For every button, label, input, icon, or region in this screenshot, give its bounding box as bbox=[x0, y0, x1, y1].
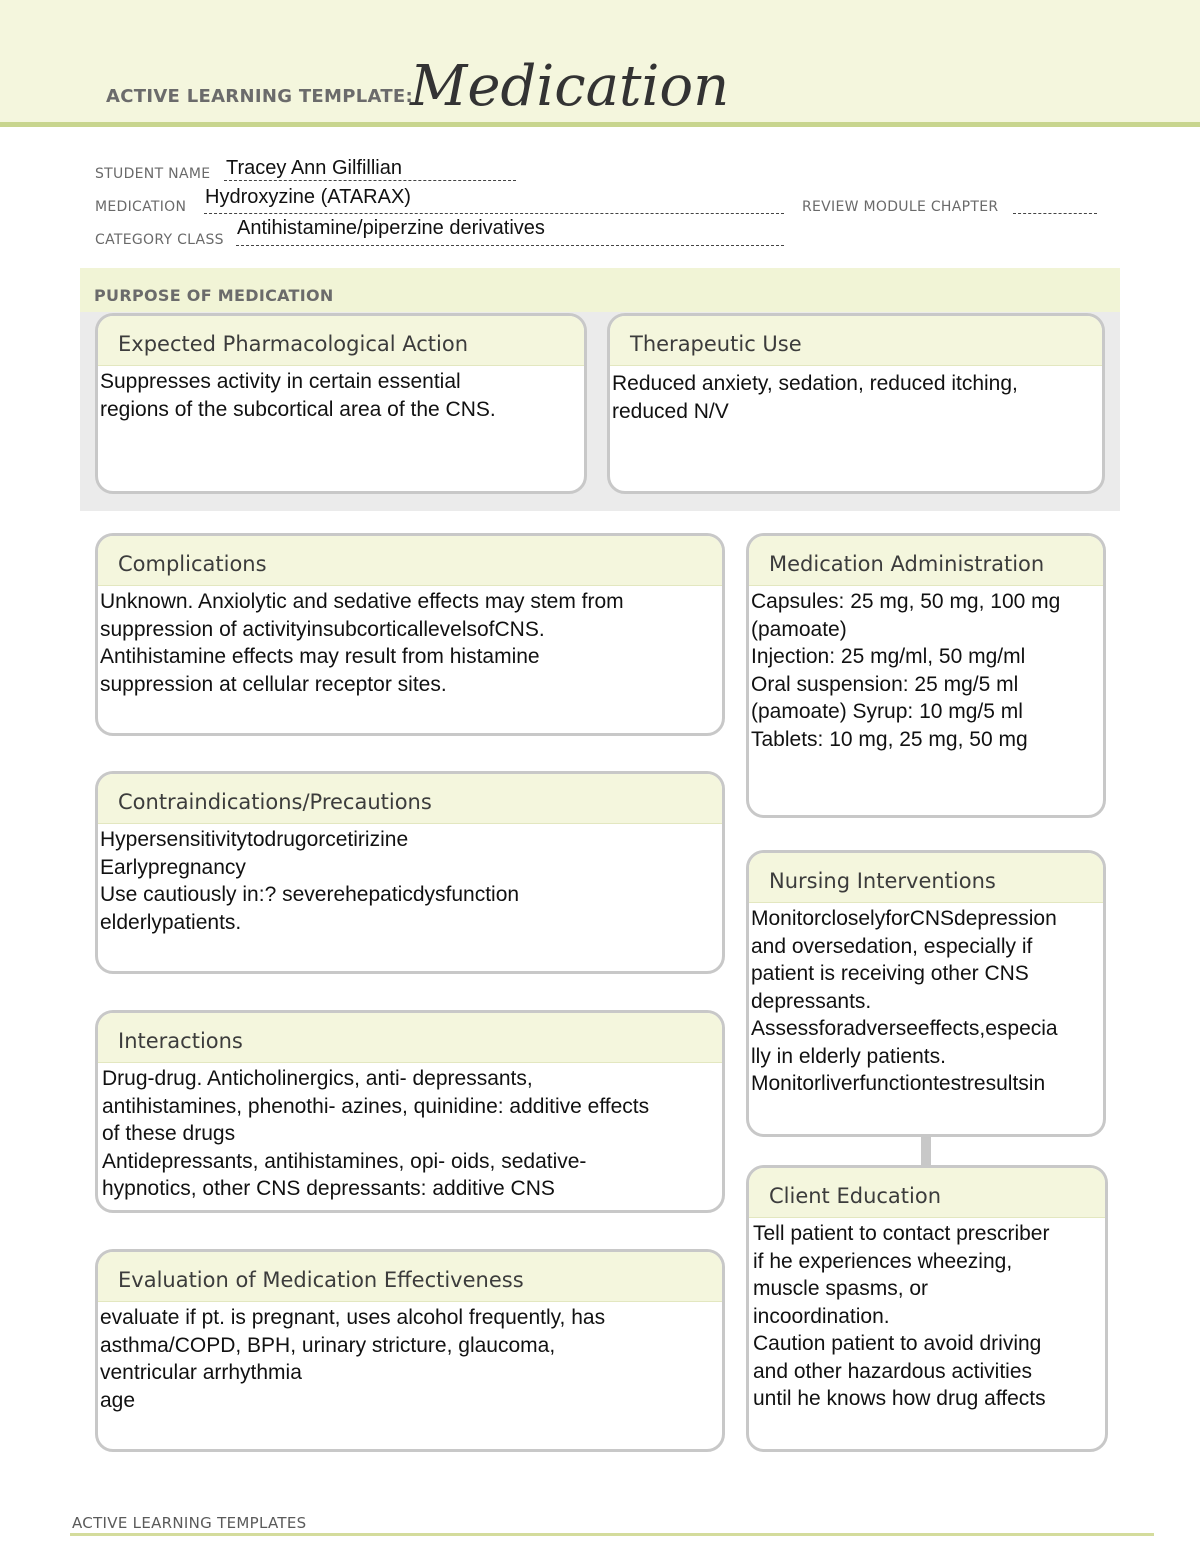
therapeutic-use-text[interactable] bbox=[610, 366, 1102, 425]
text-line: hypnotics, other CNS depressants: additive CNS bbox=[102, 1177, 555, 1200]
text-line: (pamoate) Syrup: 10 mg/5 ml bbox=[751, 700, 1023, 723]
text-line: Antidepressants, antihistamines, opi- oids, sedative- bbox=[102, 1149, 587, 1173]
text-line: patient is receiving other CNS bbox=[751, 962, 1029, 985]
review-module-label: REVIEW MODULE CHAPTER bbox=[802, 199, 999, 215]
text-line: suppression at cellular receptor sites. bbox=[100, 672, 447, 696]
text-line: Assessforadverseeffects,especia bbox=[751, 1017, 1058, 1040]
text-line: Injection: 25 mg/ml, 50 mg/ml bbox=[751, 645, 1026, 668]
template-label: ACTIVE LEARNING TEMPLATE: bbox=[106, 86, 413, 107]
text-line: Earlypregnancy bbox=[100, 855, 246, 879]
text-line: Tablets: 10 mg, 25 mg, 50 mg bbox=[751, 727, 1028, 751]
text-line: Tell patient to contact prescriber bbox=[753, 1222, 1050, 1245]
medication-label: MEDICATION bbox=[95, 199, 187, 215]
complications-title: Complications bbox=[98, 536, 722, 586]
expected-action-title: Expected Pharmacological Action bbox=[98, 316, 584, 366]
student-name-value[interactable]: Tracey Ann Gilfillian bbox=[226, 157, 402, 179]
text-line: of these drugs bbox=[102, 1122, 236, 1145]
text-line: asthma/COPD, BPH, urinary stricture, glaucoma, bbox=[100, 1333, 556, 1357]
text-line: depressants. bbox=[751, 989, 872, 1013]
text-line: Drug-drug. Anticholinergics, anti- depressants, bbox=[102, 1067, 533, 1090]
text-line: Reduced anxiety, sedation, reduced itching, bbox=[612, 372, 1018, 395]
interactions-text[interactable] bbox=[98, 1063, 722, 1203]
text-line: Suppresses activity in certain essential bbox=[100, 370, 461, 393]
footer-label: ACTIVE LEARNING TEMPLATES bbox=[72, 1514, 307, 1532]
interactions-box bbox=[95, 1010, 725, 1213]
text-line: Monitorliverfunctiontestresultsin bbox=[751, 1072, 1046, 1095]
contraindications-box bbox=[95, 771, 725, 974]
administration-box bbox=[746, 533, 1106, 818]
page-title: Medication bbox=[410, 54, 730, 119]
text-line: until he knows how drug affects bbox=[753, 1387, 1046, 1410]
contraindications-title: Contraindications/Precautions bbox=[98, 774, 722, 824]
header-divider bbox=[0, 122, 1200, 127]
evaluation-box bbox=[95, 1249, 725, 1452]
contraindications-text[interactable] bbox=[98, 824, 722, 936]
text-line: and oversedation, especially if bbox=[751, 934, 1033, 958]
text-line: antihistamines, phenothi- azines, quinidine: additive effects bbox=[102, 1094, 650, 1118]
text-line: Oral suspension: 25 mg/5 ml bbox=[751, 672, 1019, 696]
expected-action-text[interactable] bbox=[98, 366, 584, 423]
nursing-interventions-text[interactable] bbox=[749, 903, 1103, 1098]
footer-divider bbox=[70, 1533, 1154, 1536]
category-class-value[interactable]: Antihistamine/piperzine derivatives bbox=[237, 217, 545, 239]
text-line: ventricular arrhythmia bbox=[100, 1361, 302, 1384]
text-line: reduced N/V bbox=[612, 399, 729, 423]
text-line: if he experiences wheezing, bbox=[753, 1249, 1013, 1273]
text-line: regions of the subcortical area of the CNS. bbox=[100, 397, 496, 421]
text-line: evaluate if pt. is pregnant, uses alcohol frequently, has bbox=[100, 1306, 606, 1329]
text-line: and other hazardous activities bbox=[753, 1359, 1032, 1383]
evaluation-text[interactable] bbox=[98, 1302, 722, 1414]
complications-box bbox=[95, 533, 725, 736]
expected-action-box bbox=[95, 313, 587, 494]
text-line: Use cautiously in:? severehepaticdysfunction bbox=[100, 883, 520, 906]
complications-text[interactable] bbox=[98, 586, 722, 698]
category-class-label: CATEGORY CLASS bbox=[95, 232, 224, 248]
text-line: age bbox=[100, 1388, 136, 1412]
text-line: Caution patient to avoid driving bbox=[753, 1332, 1042, 1355]
text-line: incoordination. bbox=[753, 1304, 890, 1328]
nursing-interventions-box bbox=[746, 850, 1106, 1137]
nursing-interventions-title: Nursing Interventions bbox=[749, 853, 1103, 903]
text-line: muscle spasms, or bbox=[753, 1277, 929, 1300]
category-class-line bbox=[236, 245, 784, 246]
text-line: (pamoate) bbox=[751, 617, 847, 641]
administration-title: Medication Administration bbox=[749, 536, 1103, 586]
client-education-text[interactable] bbox=[749, 1218, 1105, 1413]
review-module-line bbox=[1013, 213, 1097, 214]
section-connector bbox=[921, 1137, 931, 1165]
medication-value[interactable]: Hydroxyzine (ATARAX) bbox=[205, 186, 411, 208]
text-line: Antihistamine effects may result from histamine bbox=[100, 645, 540, 668]
text-line: MonitorcloselyforCNSdepression bbox=[751, 907, 1057, 930]
text-line: Capsules: 25 mg, 50 mg, 100 mg bbox=[751, 590, 1061, 613]
medication-line bbox=[204, 213, 784, 214]
purpose-label: PURPOSE OF MEDICATION bbox=[94, 286, 334, 305]
evaluation-title: Evaluation of Medication Effectiveness bbox=[98, 1252, 722, 1302]
student-name-line bbox=[224, 180, 516, 181]
text-line: elderlypatients. bbox=[100, 910, 242, 934]
text-line: suppression of activityinsubcorticallevelsofCNS. bbox=[100, 617, 545, 641]
therapeutic-use-box bbox=[607, 313, 1105, 494]
administration-text[interactable] bbox=[749, 586, 1103, 753]
text-line: lly in elderly patients. bbox=[751, 1044, 946, 1068]
client-education-box bbox=[746, 1165, 1108, 1452]
interactions-title: Interactions bbox=[98, 1013, 722, 1063]
text-line: Unknown. Anxiolytic and sedative effects may stem from bbox=[100, 590, 624, 613]
therapeutic-use-title: Therapeutic Use bbox=[610, 316, 1102, 366]
student-name-label: STUDENT NAME bbox=[95, 166, 211, 182]
text-line: Hypersensitivitytodrugorcetirizine bbox=[100, 828, 409, 851]
client-education-title: Client Education bbox=[749, 1168, 1105, 1218]
